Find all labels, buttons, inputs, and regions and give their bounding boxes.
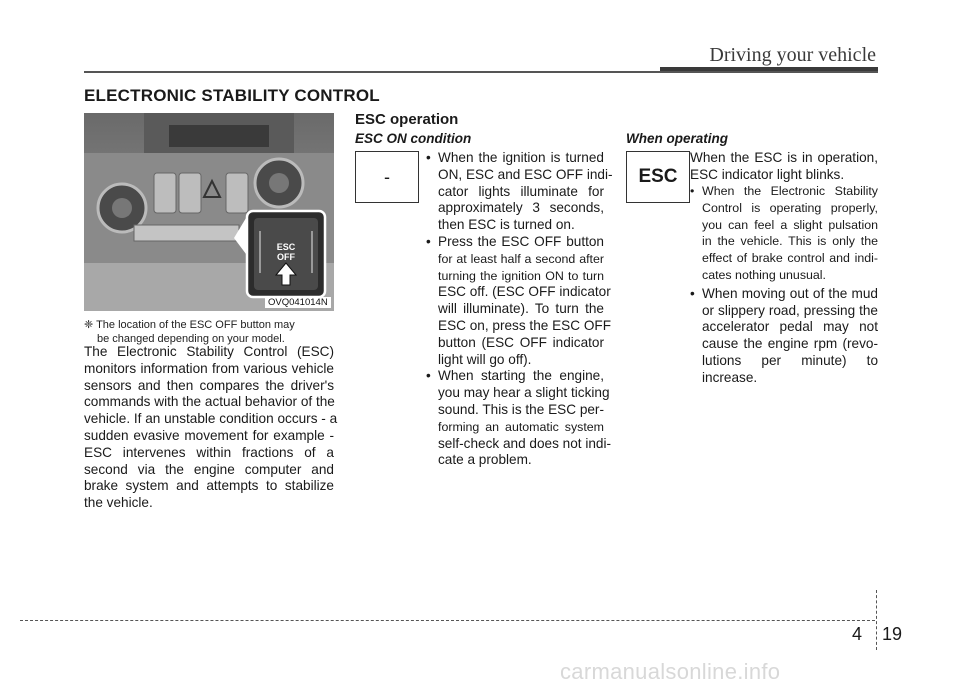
esc-description: The Electronic Stability Control (ESC) monitors information from various vehicle sensors and then compares the driver's commands with the actual behavior of the vehicle. If an unstable condition occurs - a sudden evasive movement for example - ESC intervenes within fractions of a second via the engine computer and brake system and attempts to stabilize the vehicle. [84,344,338,511]
esc-operation-heading: ESC operation [355,111,459,128]
chapter-number: 4 [852,624,863,644]
chapter-title: Driving your vehicle [709,44,876,66]
esc-off-indicator-icon: - [355,151,419,203]
figure-code: OVQ041014N [265,297,331,308]
footer-divider [876,590,877,650]
when-operating-heading: When operating [626,131,728,146]
esc-button-label-bottom: OFF [277,252,295,262]
list-item: • When the Electronic Stability Control is operating properly, you can feel a slight pulsation in the vehicle. This is only the effect of brake control and indi- cates nothing unusual. [690,184,878,282]
list-item: • When starting the engine, you may hear a slight ticking sound. This is the ESC per- forming an automatic system self-check and does not indi- cate a problem. [426,368,612,468]
esc-on-bullets [426,150,613,469]
section-title: ELECTRONIC STABILITY CONTROL [84,86,380,105]
esc-button-photo [84,113,334,311]
footer-rule [20,620,875,621]
list-item: • Press the ESC OFF button for at least half a second after turning the ignition ON to turn ESC off. (ESC OFF indicator will illuminate). To turn the ESC on, press the ESC OFF button (ESC OFF indicator light will go off). [426,233,612,367]
header-rule [84,71,878,73]
dashboard-illustration [84,113,334,311]
esc-indicator-icon: ESC [626,151,690,203]
figure-note-line2: be changed depending on your model. [97,333,285,345]
figure-note-line1: ❈ The location of the ESC OFF button may [84,319,295,331]
list-item: • When moving out of the mud or slippery road, pressing the accelerator pedal may not cause the engine rpm (revo- lutions per minute) to increase. [690,285,878,385]
esc-on-condition-heading: ESC ON condition [355,131,472,146]
esc-button-label-top: ESC [276,242,296,252]
list-item: • When the ignition is turned ON, ESC and ESC OFF indi- cator lights illuminate for approximately 3 seconds, then ESC is turned on. [426,150,613,233]
note-symbol-icon: ❈ [84,319,94,331]
when-operating-intro: When the ESC is in operation, ESC indicator light blinks. [690,150,878,182]
page-number: 19 [882,624,903,644]
when-operating-bullets [690,183,878,387]
watermark: carmanualsonline.info [560,659,781,684]
